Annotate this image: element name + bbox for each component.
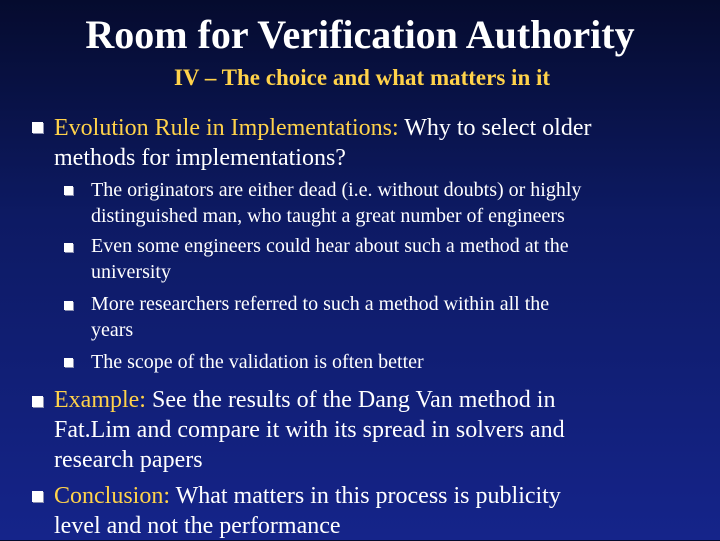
- sub-bullet-square-icon: [64, 301, 73, 310]
- slide-title: Room for Verification Authority: [85, 12, 635, 57]
- sub-bullet-text: Even some engineers could hear about such a method at the: [91, 235, 569, 257]
- bullet-text: See the results of the Dang Van method in: [145, 387, 556, 413]
- bullet-text: research papers: [54, 447, 203, 473]
- sub-bullet-text: university: [91, 261, 171, 283]
- bullet-lead: Example:: [54, 387, 146, 413]
- sub-bullet-text: years: [91, 319, 134, 341]
- bullet-square-icon: [32, 122, 43, 133]
- bullet-conclusion: [54, 481, 694, 541]
- bullet-lead: Evolution Rule in Implementations:: [54, 115, 399, 141]
- sub-bullet-square-icon: [64, 243, 73, 252]
- bullet-text: methods for implementations?: [54, 145, 346, 171]
- sub-bullet-university: [91, 233, 691, 286]
- sub-bullet-text: The scope of the validation is often better: [91, 351, 424, 373]
- bullet-square-icon: [32, 396, 43, 407]
- sub-bullet-square-icon: [64, 186, 73, 195]
- bullet-text: Why to select older: [398, 115, 592, 141]
- sub-bullet-scope: [91, 349, 691, 376]
- slide-subtitle: IV – The choice and what matters in it: [173, 65, 551, 90]
- bullet-text: What matters in this process is publicity: [170, 483, 561, 509]
- bullet-example: [54, 385, 694, 475]
- bullet-text: Fat.Lim and compare it with its spread in solvers and: [54, 417, 565, 443]
- sub-bullet-text: distinguished man, who taught a great number of engineers: [91, 205, 565, 227]
- bullet-text: level and not the performance: [54, 513, 341, 539]
- bullet-square-icon: [32, 491, 43, 502]
- sub-bullet-text: More researchers referred to such a method within all the: [91, 293, 550, 315]
- sub-bullet-square-icon: [64, 358, 73, 367]
- bullet-evolution-rule: [54, 113, 694, 173]
- bullet-line: [54, 385, 694, 415]
- bullet-line: [54, 481, 694, 511]
- sub-bullet-researchers: [91, 291, 691, 344]
- sub-bullet-originators: [91, 177, 691, 230]
- bullet-lead: Conclusion:: [54, 483, 171, 509]
- sub-bullet-text: The originators are either dead (i.e. without doubts) or highly: [91, 179, 582, 201]
- bullet-line: [54, 113, 694, 143]
